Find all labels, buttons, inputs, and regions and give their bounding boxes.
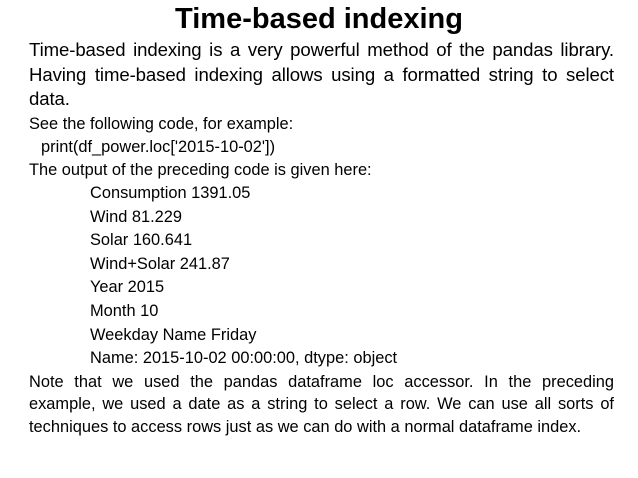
slide-body	[29, 38, 614, 438]
output-line: Month 10	[90, 302, 159, 321]
output-line: Wind+Solar 241.87	[90, 254, 230, 273]
output-line: Consumption 1391.05	[90, 184, 251, 203]
output-line: Wind 81.229	[90, 207, 183, 226]
output-line: Year 2015	[90, 278, 165, 297]
output-line: Weekday Name Friday	[90, 325, 257, 344]
output-line: Solar 160.641	[90, 231, 193, 250]
code-line: print(df_power.loc['2015-10-02'])	[41, 137, 276, 156]
output-line: Name: 2015-10-02 00:00:00, dtype: object	[90, 349, 398, 368]
example-label: See the following code, for example:	[29, 114, 294, 133]
slide-title: Time-based indexing	[175, 3, 463, 35]
intro-paragraph: Time-based indexing is a very powerful method of the pandas library. Having time-based indexing allows using a formatted string to select data.	[29, 39, 614, 109]
output-label: The output of the preceding code is given here:	[29, 160, 372, 179]
output-block	[29, 182, 614, 371]
closing-paragraph: Note that we used the pandas dataframe loc accessor. In the preceding example, we used a date as a string to select a row. We can use all sorts of techniques to access rows just as we can do with a normal dataframe index.	[29, 372, 614, 436]
